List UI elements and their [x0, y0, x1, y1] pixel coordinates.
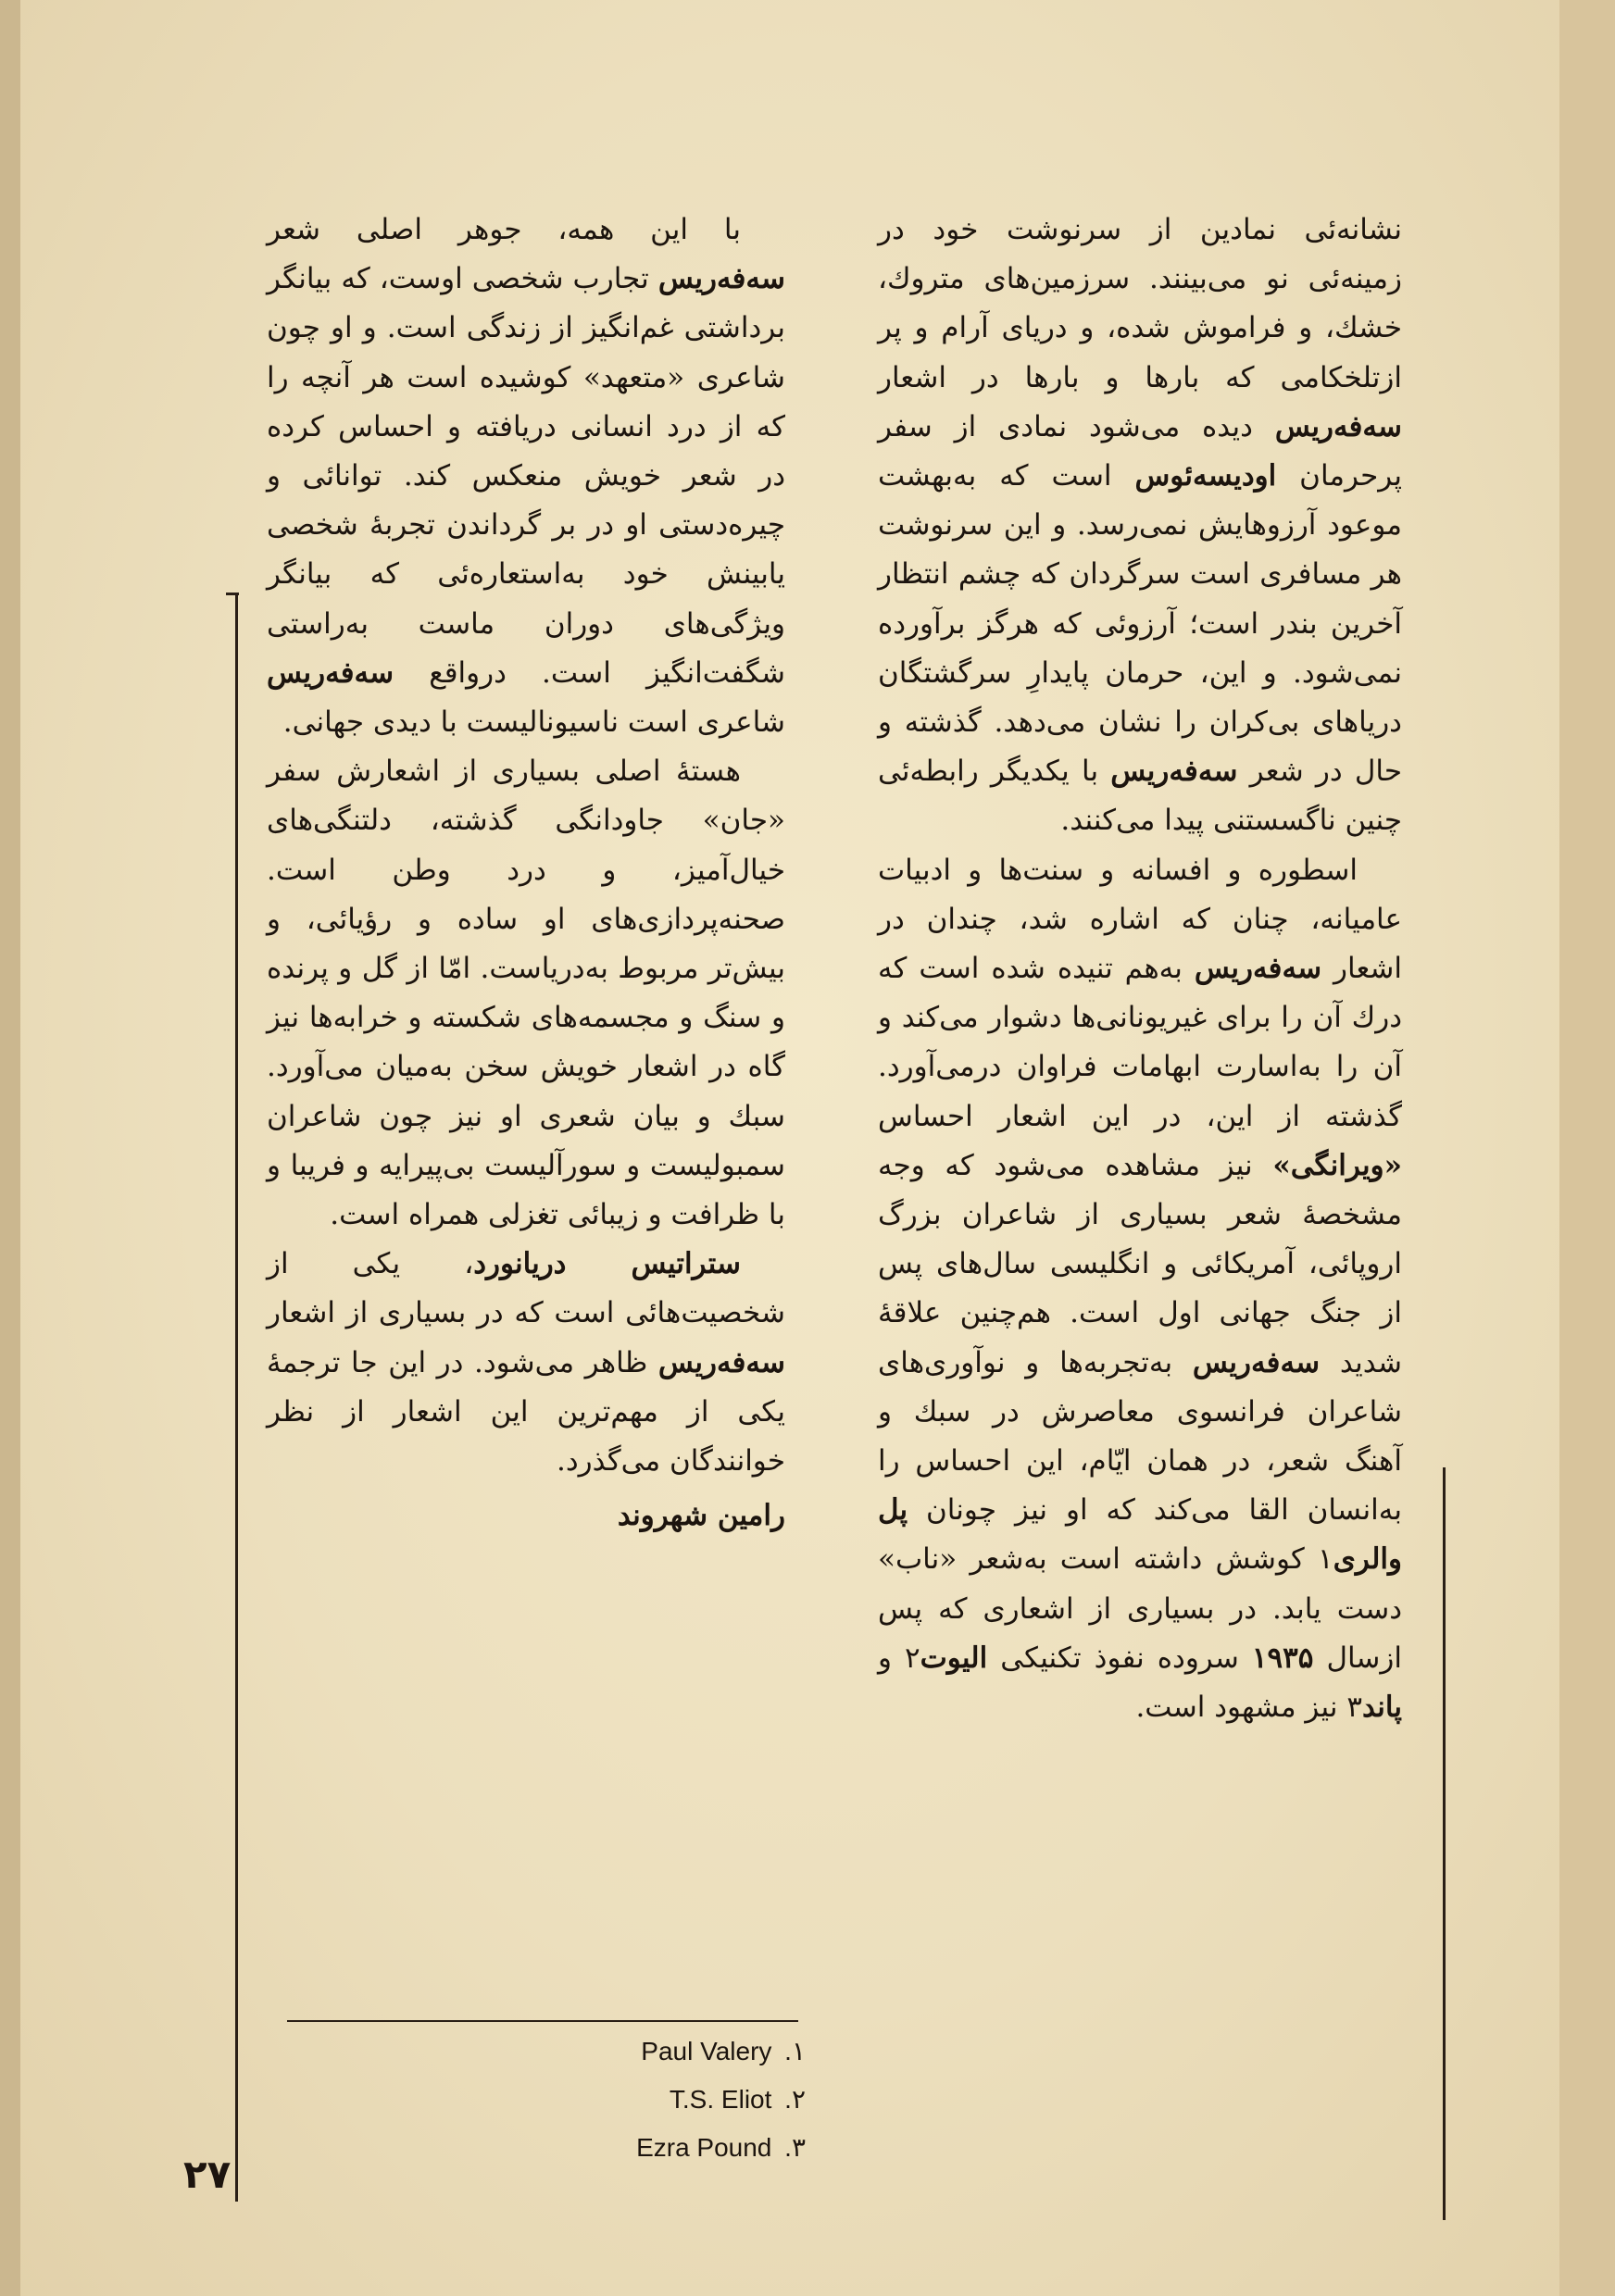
page-edge-right [1559, 0, 1615, 2296]
text-run: ۳ نیز مشهود است. [1135, 1691, 1363, 1725]
text-run: به‌تجربه‌ها و نوآوری‌های شاعران فرانسوی معاصرش در سبك و آهنگ شعر، در همان ایّام، این احساس را به‌انسان القا می‌کند که او نیز چونان [878, 1345, 1402, 1528]
footnotes [519, 2028, 806, 2172]
left-text-column [267, 206, 785, 1541]
footnote-text: T.S. Eliot [669, 2085, 772, 2114]
text-run: هستهٔ اصلی بسیاری از اشعارش سفر «جان» جاودانگی گذشته، دلتنگی‌های خیال‌آمیز، و درد وطن است. صحنه‌پردازی‌های او ساده و رؤیائی، و بیش‌تر مربوط به‌دریاست. امّا از گل و پرنده و سنگ و مجسمه‌های شکسته و خرابه‌ها نیز گاه در اشعار خویش سخن به‌میان می‌آورد. سبك و بیان شعری او نیز چون شاعران سمبولیست و سورآلیست بی‌پیرایه و فریبا و با ظرافت و زیبائی تغزلی همراه است. [267, 755, 785, 1232]
page-edge-left [0, 0, 20, 2296]
text-run: نیز مشاهده می‌شود که وجه مشخصهٔ شعر بسیاری از شاعران بزرگ اروپائی، آمریکائی و انگلیسی سال‌های پس از جنگ جهانی اول است. هم‌چنین علاقهٔ شدید [878, 1148, 1402, 1379]
bold-term: سه‌فه‌ریس [267, 655, 394, 690]
text-run: با این همه، جوهر اصلی شعر [267, 213, 741, 246]
bold-term: پل والری [878, 1493, 1402, 1577]
text-run: است که به‌بهشت موعود آرزوهایش نمی‌رسد. و این سرنوشت هر مسافری است سرگردان که چشم انتظار آخرین بندر است؛ آرزوئی که هرگز برآورده نمی‌شود. و این، حرمان پایدارِ سرگشتگان دریاهای بی‌کران را نشان می‌دهد. گذشته و حال در شعر [878, 459, 1402, 789]
bold-term: سه‌فه‌ریس [1192, 1345, 1321, 1379]
footnote-item [519, 2076, 806, 2124]
text-run: ، یکی از شخصیت‌هائی است که در بسیاری از اشعار [267, 1247, 785, 1330]
bold-term: سه‌فه‌ریس [1274, 409, 1402, 443]
paragraph [878, 846, 1402, 1733]
text-run: سروده نفوذ تکنیکی [987, 1641, 1252, 1675]
footnote-item [519, 2028, 806, 2076]
text-run: اسطوره و افسانه و سنت‌ها و ادبیات عامیانه، چنان که اشاره شد، چندان در اشعار [878, 853, 1403, 986]
text-run: با یکدیگر رابطه‌ئی چنین ناگسستنی پیدا می‌کنند. [878, 755, 1402, 838]
paragraph [267, 206, 785, 747]
text-run: دیده می‌شود نمادی از سفر پرحرمان [878, 409, 1402, 493]
footnote-number: .۲ [784, 2085, 806, 2114]
rule-tick [226, 593, 239, 595]
text-run: ۲ و [878, 1641, 920, 1675]
footnote-text: Paul Valery [641, 2037, 772, 2065]
bold-term: سه‌فه‌ریس [657, 262, 785, 296]
column-rule-right [1443, 1467, 1446, 2220]
text-run: ۱ کوشش داشته است به‌شعر «ناب» دست یابد. در بسیاری از اشعاری که پس ازسال [878, 1542, 1402, 1675]
text-run: ظاهر می‌شود. در این جا ترجمهٔ یکی از مهم‌ترین این اشعار از نظر خوانندگان می‌گذرد. [267, 1345, 785, 1479]
bold-term: سه‌فه‌ریس [1110, 755, 1238, 789]
paragraph [878, 206, 1402, 846]
text-run: نشانه‌ئی نمادین از سرنوشت خود در زمینه‌ئی نو می‌بینند. سرزمین‌های متروك، خشك، و فراموش شده، و دریای آرام و پر ازتلخکامی که بارها و بارها در اشعار [878, 213, 1402, 394]
author-signature: رامین شهروند [617, 1499, 785, 1533]
text-run: به‌هم تنیده شده است که درك آن را برای غیریونانی‌ها دشوار می‌کند و آن را به‌اسارت ابهامات فراوان درمی‌آورد. گذشته از این، در این اشعار احساس [878, 952, 1402, 1133]
right-text-column [878, 206, 1402, 1732]
paragraph [267, 747, 785, 1240]
footnote-divider [287, 2020, 798, 2022]
bold-term: «ویرانگی» [1272, 1148, 1402, 1182]
footnote-number: .۱ [784, 2037, 806, 2065]
text-run: تجارب شخصی اوست، که بیانگر برداشتی غم‌انگیز از زندگی است. و او چون شاعری «متعهد» کوشیده است هر آنچه را که از درد انسانی دریافته و احساس کرده در شعر خویش منعکس کند. توانائی و چیره‌دستی او در بر گرداندن تجربهٔ شخصی یابینش خود به‌استعاره‌ئی که بیانگر ویژگی‌های دوران ماست به‌راستی شگفت‌انگیز است. درواقع [267, 262, 785, 690]
footnote-text: Ezra Pound [636, 2133, 772, 2162]
bold-term: سه‌فه‌ریس [657, 1345, 785, 1379]
footnote-item [519, 2124, 806, 2172]
column-rule-left [235, 593, 238, 2202]
bold-term: سه‌فه‌ریس [1194, 952, 1322, 986]
bold-term: پاند [1362, 1691, 1402, 1725]
bold-term: ۱۹۳۵ [1251, 1641, 1314, 1675]
bold-term: الیوت [920, 1641, 988, 1675]
bold-term: ستراتیس دریانورد [473, 1247, 741, 1281]
page-number: ۲۷ [183, 2152, 232, 2197]
paragraph [267, 1240, 785, 1486]
text-run: شاعری است ناسیونالیست با دیدی جهانی. [282, 705, 785, 740]
bold-term: اودیسه‌ئوس [1134, 459, 1277, 493]
footnote-number: .۳ [784, 2133, 806, 2162]
